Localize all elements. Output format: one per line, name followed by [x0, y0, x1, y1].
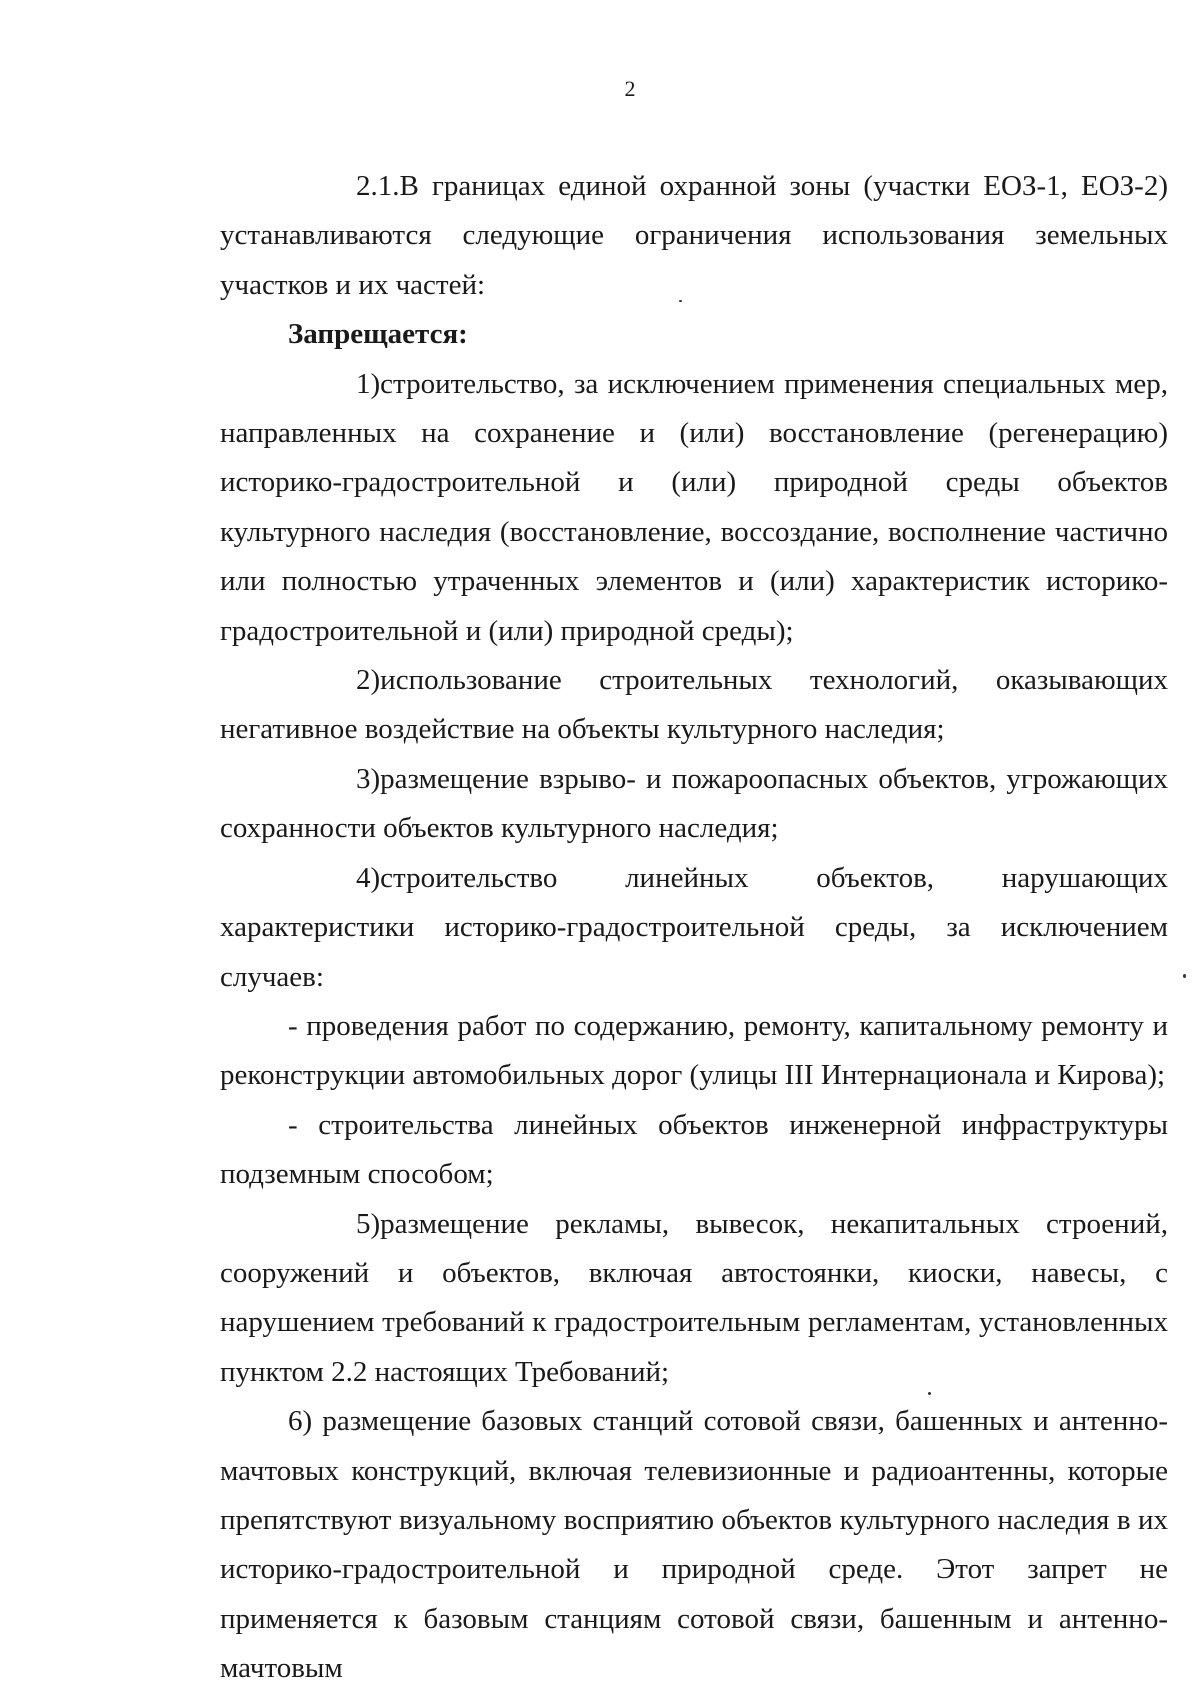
item-number: 3) — [356, 762, 381, 795]
prohibitions-heading: Запрещается: — [288, 318, 468, 351]
item-text: размещение взрыво- и пожароопасных объектов, угрожающих сохранности объектов культурного наследия; — [220, 762, 1168, 845]
intro-paragraph — [220, 162, 1168, 310]
list-item — [220, 656, 1168, 755]
page-number: 2 — [624, 76, 636, 101]
list-item — [220, 755, 1168, 854]
item-text: размещение рекламы, вывесок, некапитальных строений, сооружений и объектов, включая автостоянки, киоски, навесы, с нарушением требований к градостроительным регламентам, установленных пунктом 2.2 настоящих Требований; — [220, 1207, 1168, 1388]
sub-item: - строительства линейных объектов инженерной инфраструктуры подземным способом; — [220, 1108, 1168, 1191]
list-item — [220, 360, 1168, 656]
list-item-continued: 6) размещение базовых станций сотовой связи, башенных и антенно-мачтовых конструкций, включая телевизионные и радиоантенны, которые препятствуют визуальному восприятию объектов культурного наследия в их историко-градостроительной и природной среде. Этот запрет не применяется к базовым станциям сотовой связи, башенным и антенно-мачтовым — [220, 1405, 1168, 1685]
item-number: 2) — [356, 664, 381, 697]
item-number: 5) — [356, 1207, 381, 1240]
item-text: строительство, за исключением применения специальных мер, направленных на сохранение и (или) восстановление (регенерацию) историко-градостроительной и (или) природной среды объектов культурного наследия (восстановление, воссоздание, восполнение частично или полностью утраченных элементов и (или) характеристик историко-градостроительной и (или) природной среды); — [220, 367, 1168, 647]
list-item — [220, 854, 1168, 1002]
list-item — [220, 1200, 1168, 1398]
item-text: использование строительных технологий, оказывающих негативное воздействие на объекты культурного наследия; — [220, 664, 1168, 746]
document-body — [220, 162, 1168, 1694]
intro-number: 2.1. — [356, 170, 400, 202]
item-text: строительство линейных объектов, нарушающих характеристики историко-градостроительной среды, за исключением случаев: — [220, 861, 1168, 993]
scan-speck — [1183, 974, 1186, 978]
item-number: 1) — [356, 367, 381, 400]
intro-text: В границах единой охранной зоны (участки ЕОЗ-1, ЕОЗ-2) устанавливаются следующие ограничения использования земельных участков и их частей: — [220, 170, 1168, 301]
item-number: 4) — [356, 861, 381, 894]
sub-item: - проведения работ по содержанию, ремонту, капитальному ремонту и реконструкции автомобильных дорог (улицы III Интернационала и Кирова); — [220, 1009, 1168, 1092]
scan-speck — [928, 1392, 931, 1395]
scan-speck — [679, 300, 682, 302]
